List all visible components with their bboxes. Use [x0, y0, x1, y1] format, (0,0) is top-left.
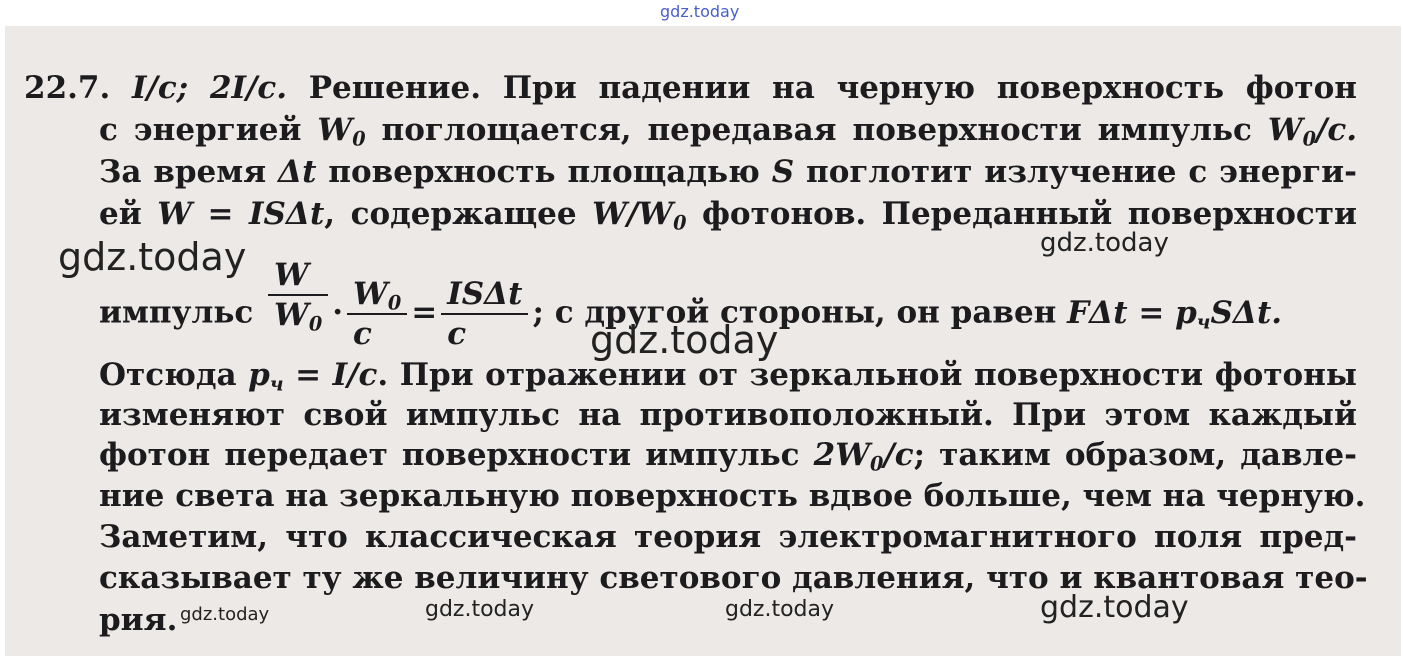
line-7: изменяют свой импульс на противоположный. При этом каждый — [99, 397, 1357, 433]
line-8 — [99, 435, 1357, 475]
line-8-text-b: ; таким образом, давле- — [913, 437, 1357, 473]
line-1 — [24, 68, 1357, 108]
line-6-text-a: Отсюда — [99, 357, 237, 393]
line-5-text-b: ; с другой стороны, он равен — [532, 294, 1057, 331]
watermark-bottom-3: gdz.today — [725, 597, 835, 622]
line-12: рия. — [99, 602, 178, 638]
dot-operator: · — [332, 294, 344, 331]
math-w0: $W_0$ — [317, 112, 366, 151]
math-s: S — [771, 154, 795, 190]
math-w-over-w0: $W/W_0$ — [592, 196, 687, 235]
line-6-text-b: . При отражении от зеркальной поверхности фотоны — [377, 357, 1358, 393]
watermark-bottom-4: gdz.today — [1040, 590, 1189, 625]
line-1-text: При падении на черную поверхность фотон — [502, 70, 1357, 106]
line-4-text-c: фотонов. Переданный поверхности — [701, 196, 1358, 232]
fraction-w0-over-c: $\frac{W_0}{c}$ — [347, 275, 407, 353]
math-w-eq: W = ISΔt — [157, 196, 325, 232]
watermark-center: gdz.today — [590, 318, 779, 362]
math-p-ch: $p_ч = I/c$ — [248, 357, 378, 396]
watermark-top: gdz.today — [660, 2, 740, 21]
line-3-text-b: поверхность площадью — [328, 154, 760, 190]
math-2w0-over-c: $2W_0/c$ — [813, 437, 914, 476]
line-3-text-a: За время — [99, 154, 267, 190]
watermark-left: gdz.today — [58, 235, 247, 279]
solution-label: Решение. — [308, 70, 482, 106]
problem-number: 22.7. — [24, 70, 111, 106]
line-8-text-a: фотон передает поверхности импульс — [99, 437, 800, 473]
line-9: ние света на зеркальную поверхность вдвое больше, чем на черную. — [99, 478, 1366, 514]
line-3-text-c: поглотит излучение с энерги- — [806, 154, 1357, 190]
line-4-text-a: ей — [99, 196, 142, 232]
line-5-text-a: импульс — [99, 294, 254, 331]
equals-sign: = — [411, 294, 438, 331]
math-force: $F\Delta t = p_чS\Delta t$. — [1067, 294, 1283, 333]
watermark-bottom-2: gdz.today — [425, 597, 535, 622]
line-2 — [99, 110, 1357, 150]
watermark-right: gdz.today — [1040, 228, 1169, 258]
line-10: Заметим, что классическая теория электромагнитного поля пред- — [99, 519, 1357, 555]
line-3 — [99, 152, 1357, 192]
problem-answers: I/c; 2I/c. — [132, 70, 287, 106]
math-w0-over-c: $W_0/c$. — [1267, 112, 1358, 151]
line-2-text-b: поглощается, передавая поверхности импульс — [381, 112, 1252, 148]
watermark-bottom-1: gdz.today — [180, 604, 270, 625]
math-dt: Δt — [278, 154, 317, 190]
line-4-text-b: , содержащее — [324, 196, 577, 232]
line-11: сказывает ту же величину светового давления, что и квантовая тео- — [99, 560, 1368, 596]
line-2-text-a: с энергией — [99, 112, 302, 148]
fraction-isdt-over-c: $\frac{\text{ISΔt}}{c}$ — [441, 275, 528, 353]
fraction-w-over-w0: $\frac{W}{W_0}$ — [268, 256, 328, 334]
